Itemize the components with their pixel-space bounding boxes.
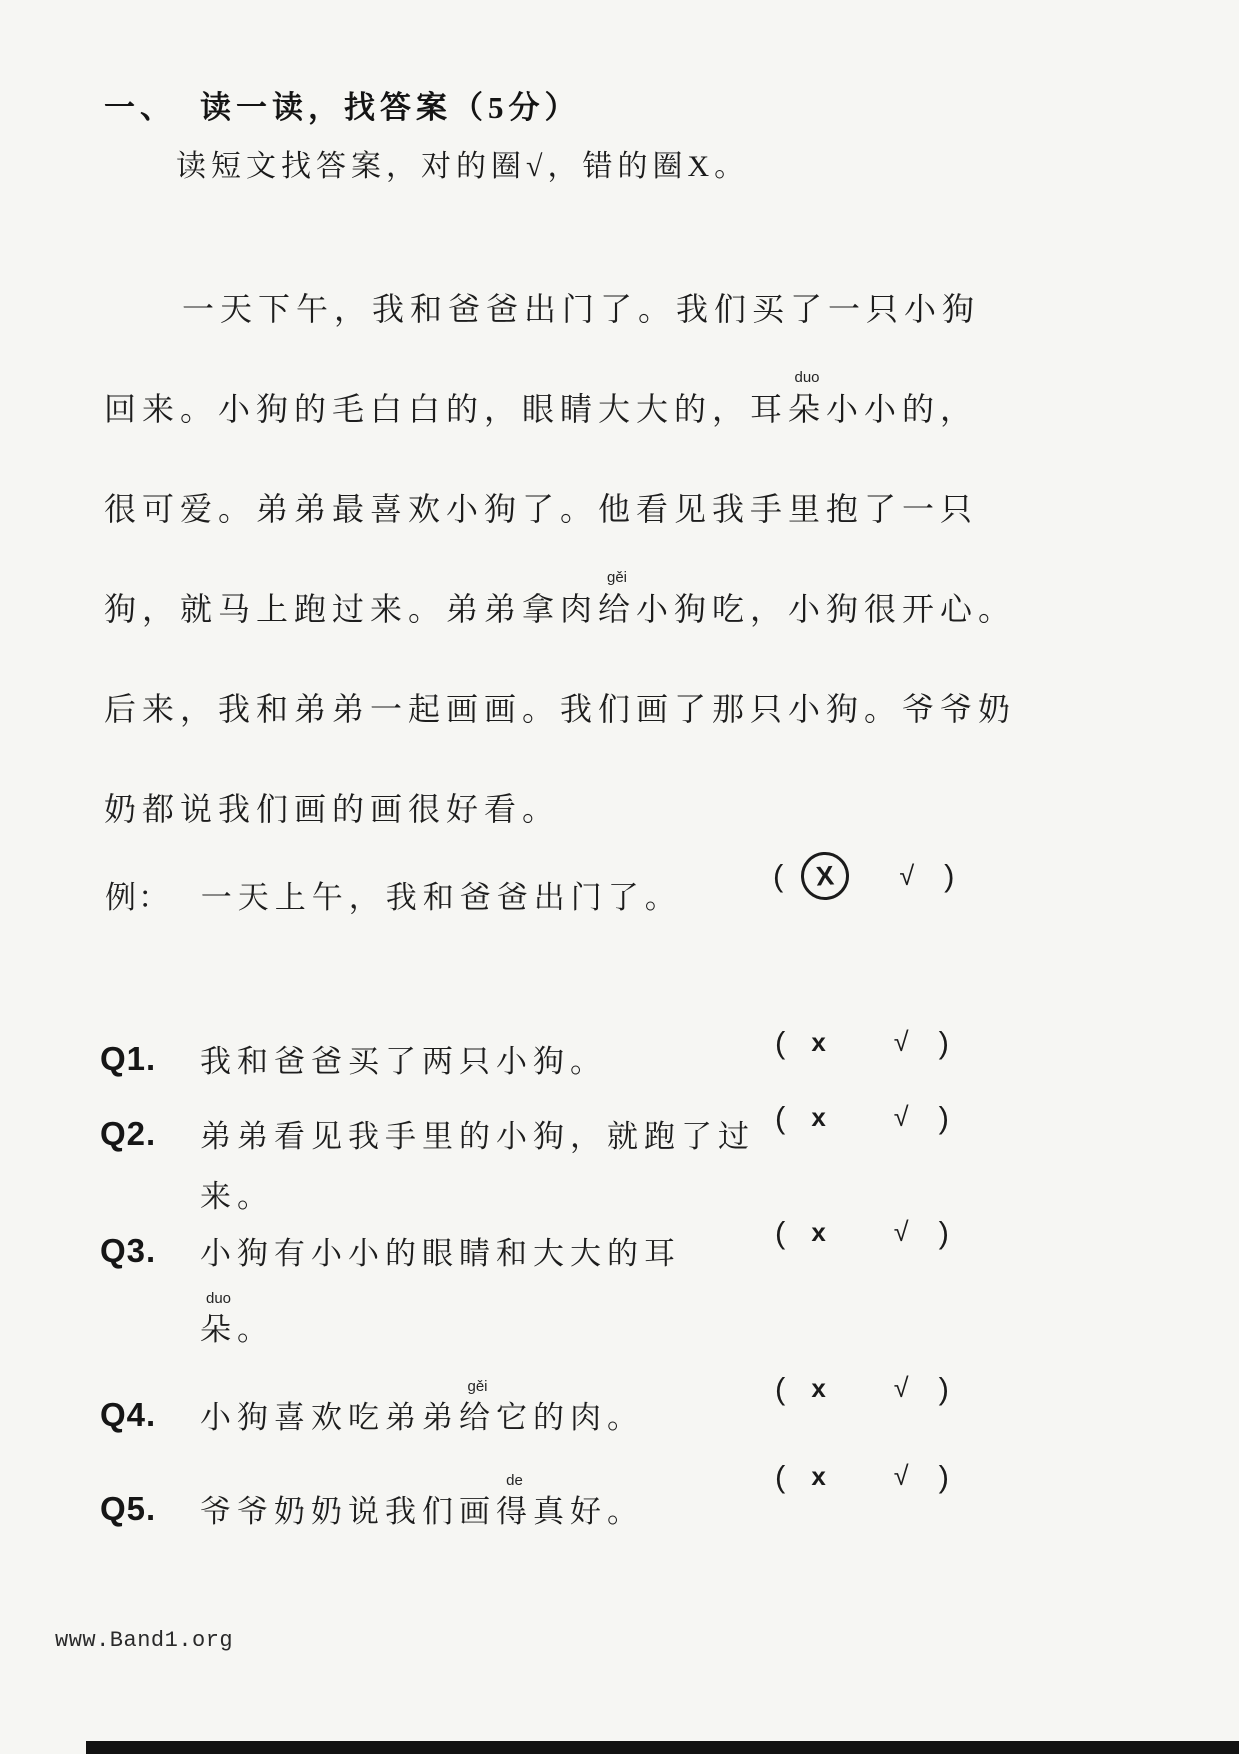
answer-marks [775,1216,949,1250]
check-mark: √ [893,1102,909,1132]
close-paren: ) [938,1100,949,1135]
pinyin-annotation: gěi [467,1378,488,1395]
check-mark: √ [893,1373,909,1403]
scan-edge-bar [86,1741,1239,1754]
check-mark: √ [899,861,915,891]
passage-line: 很可爱。弟弟最喜欢小狗了。他看见我手里抱了一只 [104,491,979,527]
answer-marks [775,1026,949,1060]
annotated-char: 朵 duo [200,1290,237,1347]
question-line: 小狗有小小的眼睛和大大的耳 [200,1236,681,1271]
circled-x-mark [800,850,851,901]
question-number: Q2. [100,1115,157,1152]
section-instruction: 读短文找答案，对的圈√，错的圈X。 [176,150,750,183]
close-paren: ) [938,1459,949,1494]
question-row [100,1215,1239,1352]
x-mark: x [811,1217,826,1247]
x-mark: x [811,1102,826,1132]
question-text [200,1115,755,1219]
pinyin-annotation: de [506,1472,523,1489]
close-paren: ) [938,1215,949,1250]
annotated-char: 得 de [496,1472,533,1529]
passage-line: 回来。小狗的毛白白的，眼睛大大的，耳朵 duo 小小的， [104,369,979,427]
question-number: Q3. [100,1232,157,1269]
question-line: 弟弟看见我手里的小狗，就跑了过 [200,1119,755,1154]
question-line: 小狗喜欢吃弟弟给 gěi 它的肉。 [200,1378,644,1435]
section-number: 一、 [104,90,176,125]
footer-url: www.Band1.org [55,1628,234,1653]
question-text [200,1378,644,1440]
passage [104,286,1209,886]
question-text [200,1472,644,1534]
open-paren: ( [775,1025,786,1060]
question-line: 来。 [200,1179,274,1214]
close-paren: ) [944,858,955,893]
x-mark: x [811,1373,826,1403]
section-title: 读一读，找答案（5分） [200,90,581,125]
question-row [100,1025,1239,1084]
example-text: 一天上午，我和爸爸出门了。 [200,880,682,915]
section-heading [104,82,581,127]
pinyin-annotation: duo [205,1290,232,1307]
passage-line: 后来，我和弟弟一起画画。我们画了那只小狗。爷爷奶 [104,691,1017,727]
example-answer-marks [773,852,954,900]
x-mark: x [811,1027,826,1057]
answer-marks [775,1101,949,1135]
question-number: Q5. [100,1490,157,1527]
answer-marks [775,1460,949,1494]
open-paren: ( [775,1215,786,1250]
passage-line: 一天下午，我和爸爸出门了。我们买了一只小狗 [182,291,981,327]
passage-line: 奶都说我们画的画很好看。 [104,791,561,827]
open-paren: ( [775,1100,786,1135]
open-paren: ( [775,1459,786,1494]
annotated-char: 给 gěi [598,569,637,627]
annotated-char: 给 gěi [459,1378,496,1435]
example-label: 例： [105,880,171,915]
question-row [100,1371,1239,1440]
open-paren: ( [773,858,784,893]
question-row [100,1459,1239,1534]
question-text [200,1232,681,1352]
answer-marks [775,1372,949,1406]
check-mark: √ [893,1461,909,1491]
question-number: Q4. [100,1396,157,1433]
x-mark: X [815,859,836,892]
question-text [200,1040,607,1084]
annotated-char: 朵 duo [788,369,827,427]
question-line: 朵 duo 。 [200,1290,274,1347]
check-mark: √ [893,1217,909,1247]
question-row [100,1100,1239,1219]
passage-line: 狗，就马上跑过来。弟弟拿肉给 gěi 小狗吃，小狗很开心。 [104,569,1017,627]
check-mark: √ [893,1027,909,1057]
pinyin-annotation: duo [794,369,820,386]
example-row [105,858,1239,917]
question-number: Q1. [100,1040,157,1077]
open-paren: ( [775,1371,786,1406]
x-mark: x [811,1461,826,1491]
question-line: 我和爸爸买了两只小狗。 [200,1044,607,1079]
pinyin-annotation: gěi [607,569,628,586]
question-line: 爷爷奶奶说我们画得 de 真好。 [200,1472,644,1529]
close-paren: ) [938,1371,949,1406]
close-paren: ) [938,1025,949,1060]
